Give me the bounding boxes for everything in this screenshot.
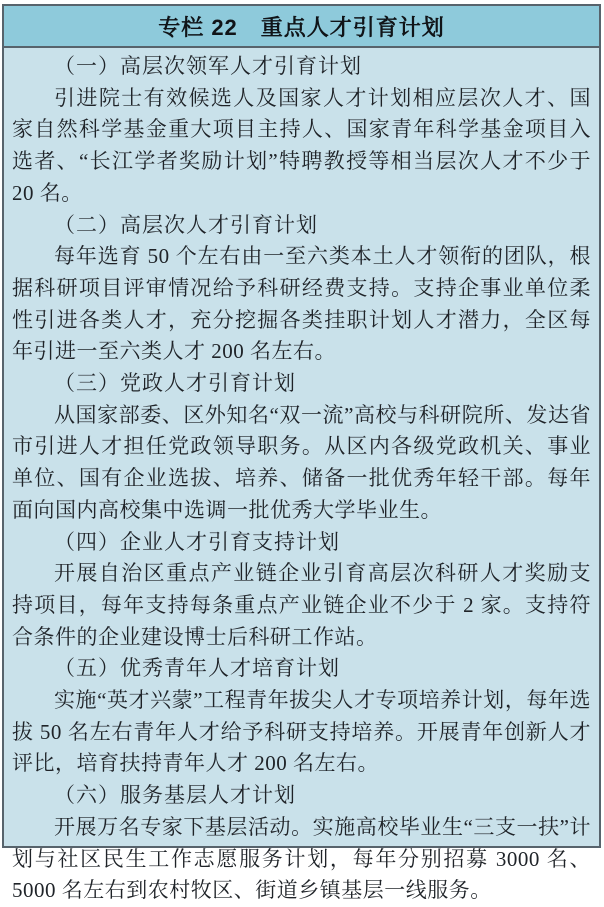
section-2-paragraph: 每年选育 50 个左右由一至六类本土人才领衔的团队，根据科研项目评审情况给予科研经费支持。支持企事业单位柔性引进各类人才，充分挖掘各类挂职计划人才潜力，全区每年引进一至六类人才 200 名左右。 — [12, 244, 591, 364]
section-1-heading: （一）高层次领军人才引育计划 — [54, 54, 362, 78]
section-2 — [12, 210, 591, 369]
panel-body — [4, 48, 599, 907]
section-6-paragraph: 开展万名专家下基层活动。实施高校毕业生“三支一扶”计划与社区民生工作志愿服务计划，每年分别招募 3000 名、5000 名左右到农村牧区、街道乡镇基层一线服务。 — [12, 814, 591, 903]
section-6-heading: （六）服务基层人才计划 — [54, 783, 296, 808]
section-3-heading: （三）党政人才引育计划 — [54, 371, 296, 396]
section-5 — [12, 653, 591, 780]
section-5-paragraph: 实施“英才兴蒙”工程青年拔尖人才专项培养计划，每年选拔 50 名左右青年人才给予科研支持培养。开展青年创新人才评比，培育扶持青年人才 200 名左右。 — [12, 688, 591, 776]
panel-header — [4, 6, 599, 48]
section-6 — [12, 780, 591, 907]
section-4-paragraph: 开展自治区重点产业链企业引育高层次科研人才奖励支持项目，每年支持每条重点产业链企业不少于 2 家。支持符合条件的企业建设博士后科研工作站。 — [12, 561, 591, 649]
column-panel — [2, 4, 601, 903]
section-3 — [12, 368, 591, 527]
panel-title: 专栏 22 重点人才引育计划 — [158, 14, 445, 40]
section-1 — [12, 51, 591, 210]
section-3-paragraph: 从国家部委、区外知名“双一流”高校与科研院所、发达省市引进人才担任党政领导职务。从区内各级党政机关、事业单位、国有企业选拔、培养、储备一批优秀年轻干部。每年面向国内高校集中选调一批优秀大学毕业生。 — [12, 402, 591, 522]
section-1-paragraph: 引进院士有效候选人及国家人才计划相应层次人才、国家自然科学基金重大项目主持人、国家青年科学基金项目入选者、“长江学者奖励计划”特聘教授等相当层次人才不少于 20 名。 — [12, 85, 591, 205]
section-5-heading: （五）优秀青年人才培育计划 — [54, 656, 340, 681]
section-4 — [12, 527, 591, 654]
section-4-heading: （四）企业人才引育支持计划 — [54, 529, 340, 554]
section-2-heading: （二）高层次人才引育计划 — [54, 212, 318, 237]
